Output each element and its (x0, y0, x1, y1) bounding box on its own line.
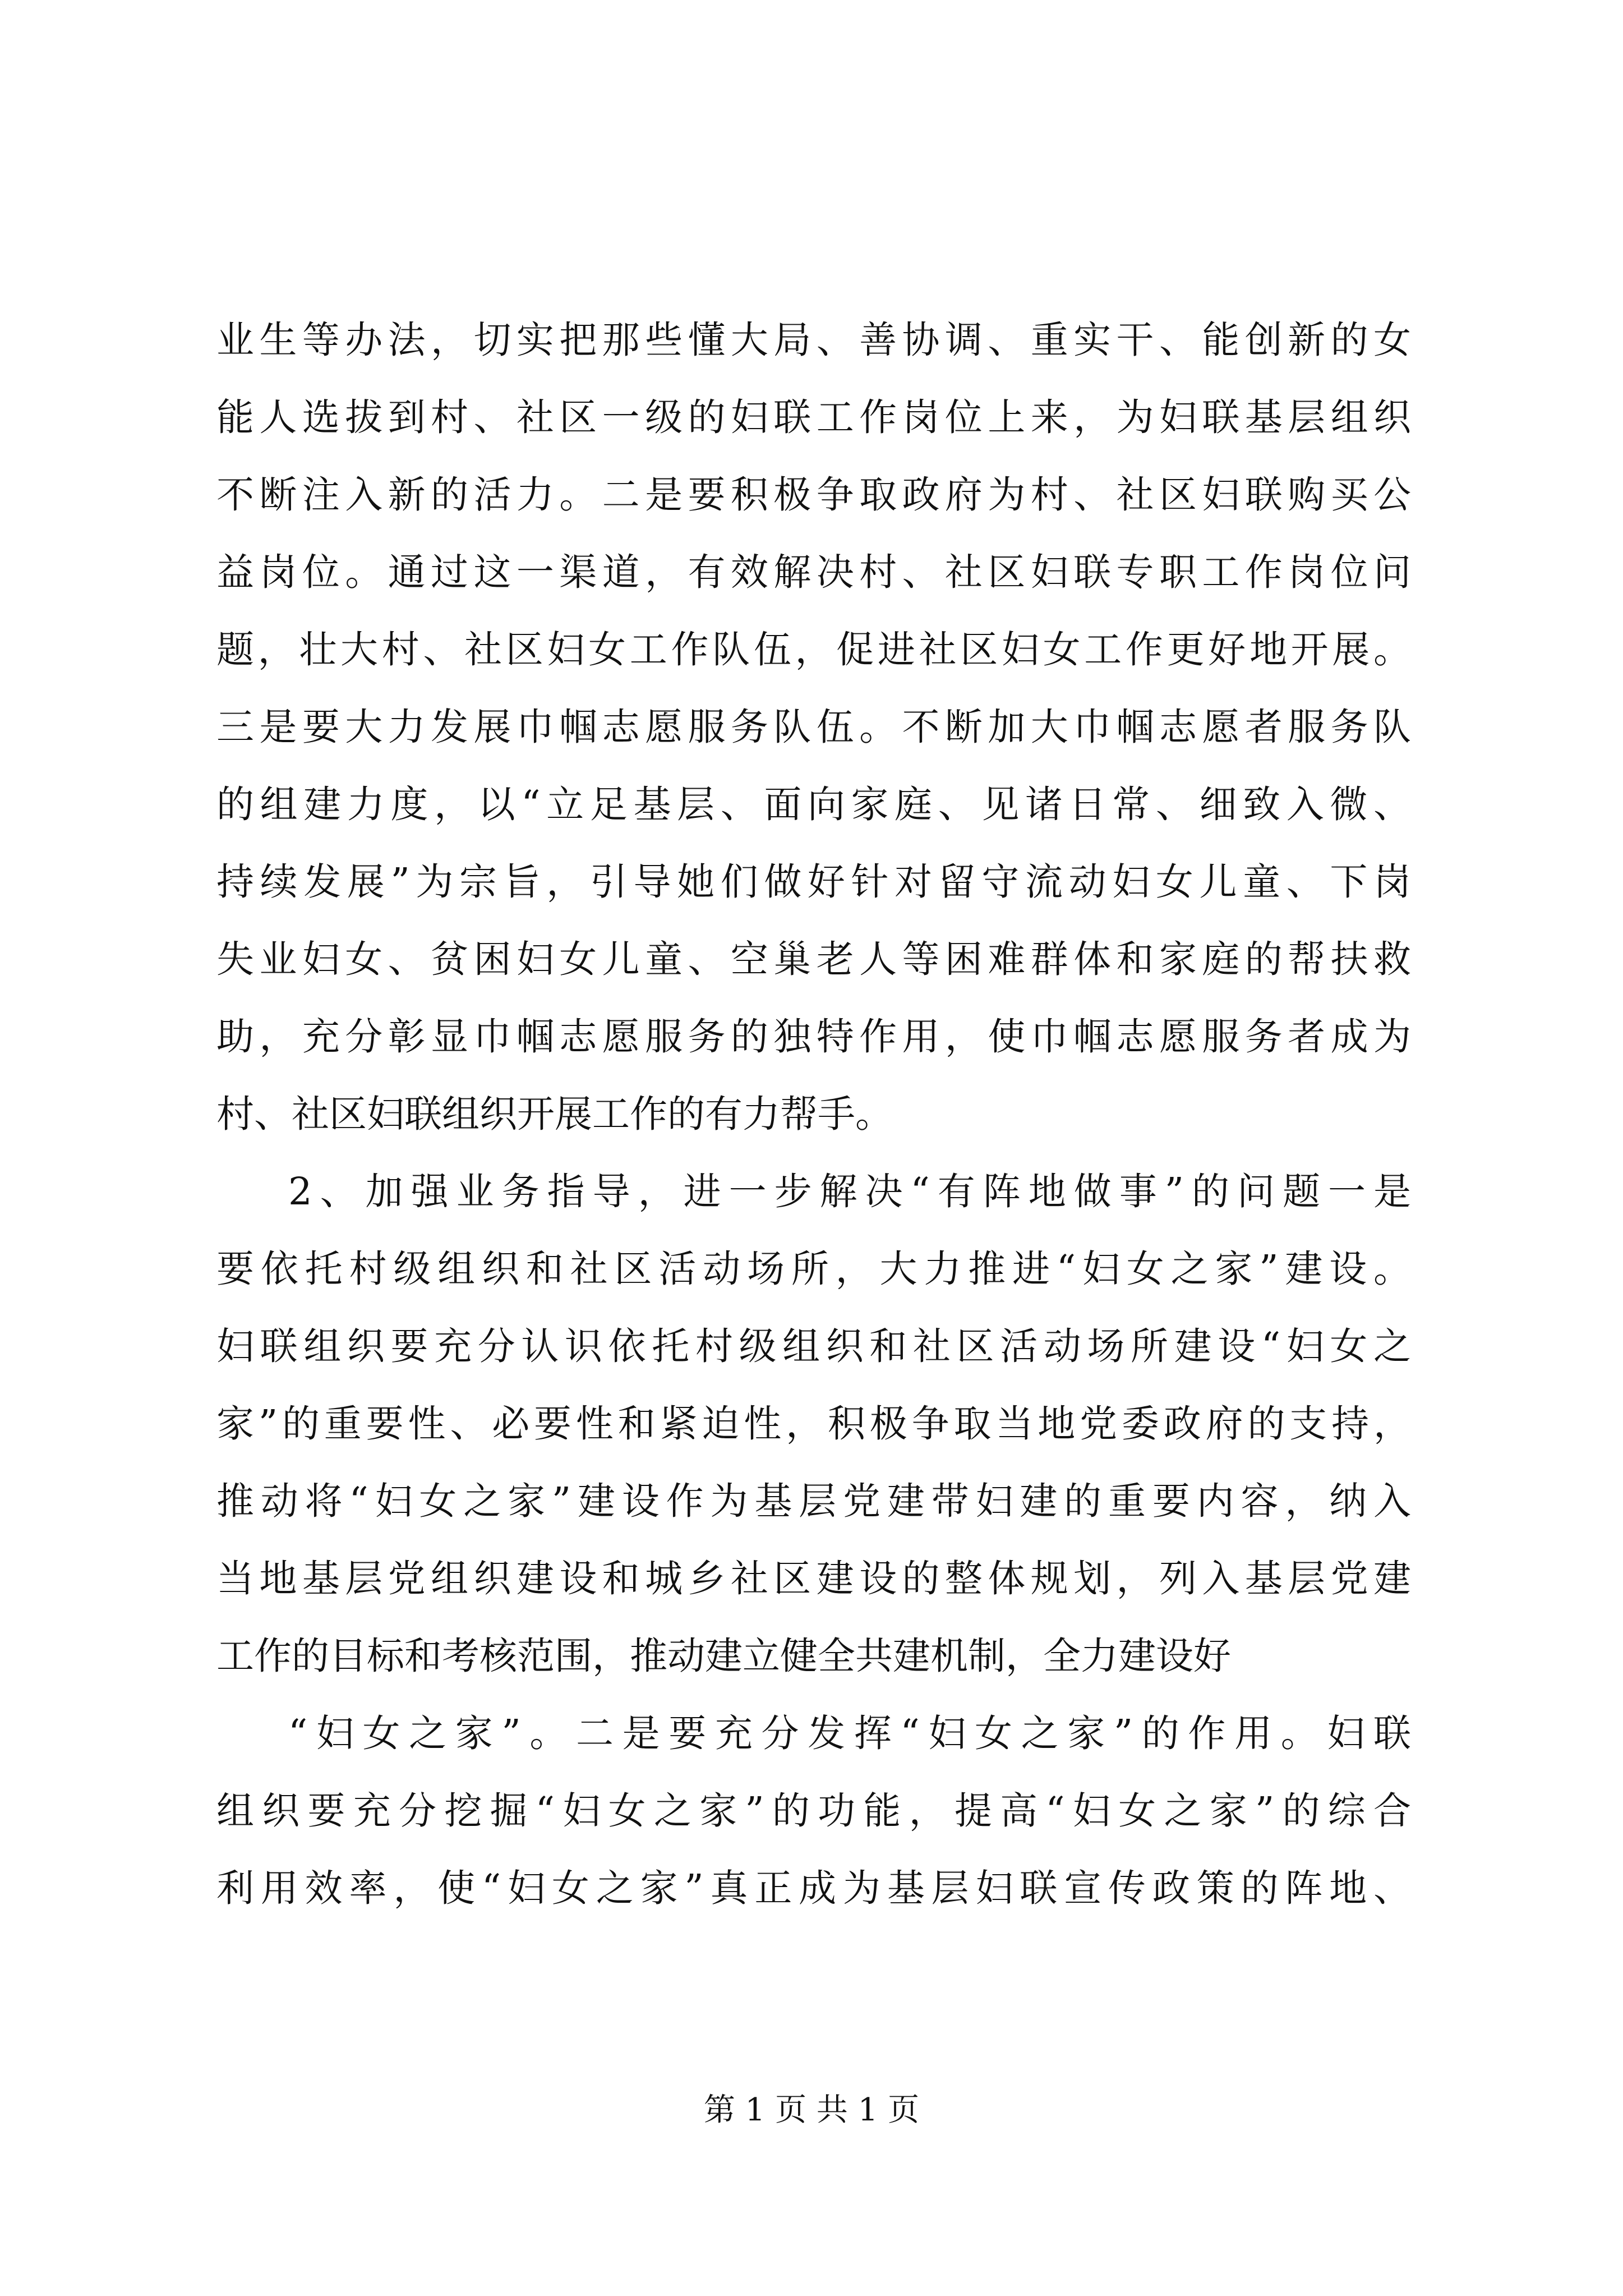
body-line: 村、社区妇联组织开展工作的有力帮手。 (216, 1092, 893, 1136)
body-line: 工作的目标和考核范围，推动建立健全共建机制，全力建设好 (216, 1634, 1231, 1678)
body-line: 能人选拔到村、社区一级的妇联工作岗位上来，为妇联基层组织 (216, 395, 1411, 439)
paragraph-start-line: “妇女之家”。二是要充分发挥“妇女之家”的作用。妇联 (288, 1711, 1411, 1755)
body-line: 不断注入新的活力。二是要积极争取政府为村、社区妇联购买公 (216, 473, 1411, 517)
body-line: 利用效率，使“妇女之家”真正成为基层妇联宣传政策的阵地、 (216, 1866, 1411, 1910)
body-line: 业生等办法，切实把那些懂大局、善协调、重实干、能创新的女 (216, 318, 1411, 362)
body-line: 持续发展”为宗旨，引导她们做好针对留守流动妇女儿童、下岗 (216, 860, 1411, 904)
body-line: 当地基层党组织建设和城乡社区建设的整体规划，列入基层党建 (216, 1557, 1411, 1600)
body-line: 三是要大力发展巾帼志愿服务队伍。不断加大巾帼志愿者服务队 (216, 705, 1411, 749)
body-line: 组织要充分挖掘“妇女之家”的功能，提高“妇女之家”的综合 (216, 1789, 1411, 1833)
body-line: 益岗位。通过这一渠道，有效解决村、社区妇联专职工作岗位问 (216, 550, 1411, 594)
page-number-footer: 第 1 页 共 1 页 (703, 2092, 920, 2128)
body-line: 妇联组织要充分认识依托村级组织和社区活动场所建设“妇女之 (216, 1324, 1411, 1368)
paragraph-start-line: 2、加强业务指导，进一步解决“有阵地做事”的问题一是 (288, 1170, 1411, 1213)
body-line: 推动将“妇女之家”建设作为基层党建带妇建的重要内容，纳入 (216, 1479, 1411, 1523)
body-line: 的组建力度，以“立足基层、面向家庭、见诸日常、细致入微、 (216, 783, 1411, 826)
body-line: 要依托村级组织和社区活动场所，大力推进“妇女之家”建设。 (216, 1247, 1411, 1291)
body-line: 失业妇女、贫困妇女儿童、空巢老人等困难群体和家庭的帮扶救 (216, 937, 1411, 981)
body-line: 题，壮大村、社区妇女工作队伍，促进社区妇女工作更好地开展。 (216, 628, 1411, 671)
body-line: 助，充分彰显巾帼志愿服务的独特作用，使巾帼志愿服务者成为 (216, 1015, 1411, 1059)
body-line: 家”的重要性、必要性和紧迫性，积极争取当地党委政府的支持， (216, 1402, 1411, 1446)
